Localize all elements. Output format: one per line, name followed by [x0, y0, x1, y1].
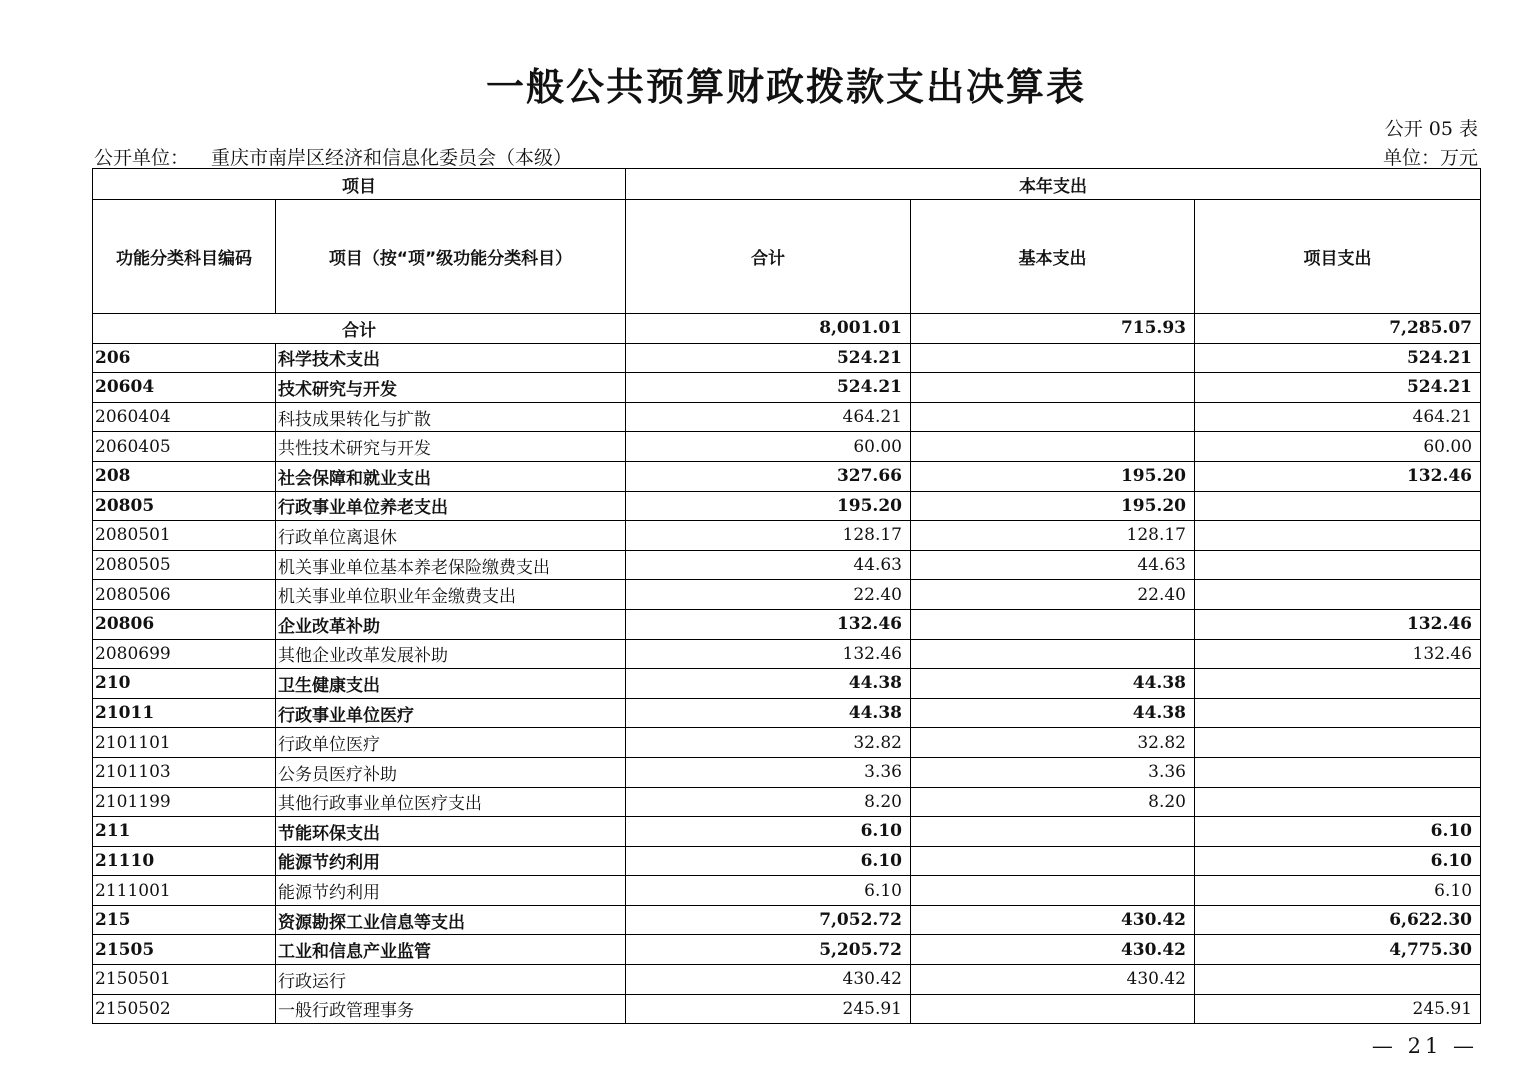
row-basic: 3.36	[911, 757, 1195, 787]
table-row	[93, 905, 1481, 935]
row-total: 128.17	[626, 521, 911, 551]
row-basic: 32.82	[911, 728, 1195, 758]
row-total: 3.36	[626, 757, 911, 787]
row-total: 430.42	[626, 965, 911, 995]
row-total: 6.10	[626, 876, 911, 906]
expenditure-table	[92, 168, 1481, 1024]
row-basic: 128.17	[911, 521, 1195, 551]
unit-name: 重庆市南岸区经济和信息化委员会（本级）	[211, 147, 573, 169]
row-basic: 44.38	[911, 698, 1195, 728]
row-name: 社会保障和就业支出	[276, 461, 626, 491]
row-project	[1195, 728, 1481, 758]
table-row	[93, 994, 1481, 1024]
row-name: 科学技术支出	[276, 343, 626, 373]
row-code: 21505	[93, 935, 276, 965]
row-basic: 8.20	[911, 787, 1195, 817]
row-code: 2150502	[93, 994, 276, 1024]
page-title: 一般公共预算财政拨款支出决算表	[485, 64, 1086, 109]
row-total: 44.38	[626, 698, 911, 728]
row-code: 20805	[93, 491, 276, 521]
row-project	[1195, 550, 1481, 580]
row-basic: 430.42	[911, 935, 1195, 965]
total-basic: 715.93	[911, 314, 1195, 344]
row-name: 行政事业单位医疗	[276, 698, 626, 728]
row-project	[1195, 491, 1481, 521]
row-total: 245.91	[626, 994, 911, 1024]
row-total: 22.40	[626, 580, 911, 610]
row-basic	[911, 402, 1195, 432]
header-code: 功能分类科目编码	[93, 200, 276, 314]
table-row	[93, 698, 1481, 728]
row-code: 208	[93, 461, 276, 491]
row-code: 2060404	[93, 402, 276, 432]
row-basic: 44.38	[911, 669, 1195, 699]
row-name: 能源节约利用	[276, 876, 626, 906]
row-name: 科技成果转化与扩散	[276, 402, 626, 432]
table-row	[93, 669, 1481, 699]
row-name: 机关事业单位基本养老保险缴费支出	[276, 550, 626, 580]
table-row	[93, 461, 1481, 491]
row-basic: 430.42	[911, 905, 1195, 935]
table-row	[93, 876, 1481, 906]
table-row	[93, 846, 1481, 876]
row-project: 6.10	[1195, 876, 1481, 906]
row-basic	[911, 609, 1195, 639]
row-basic: 430.42	[911, 965, 1195, 995]
row-code: 21011	[93, 698, 276, 728]
table-body	[93, 314, 1481, 1024]
row-name: 一般行政管理事务	[276, 994, 626, 1024]
total-amount: 8,001.01	[626, 314, 911, 344]
row-name: 行政运行	[276, 965, 626, 995]
row-name: 行政单位医疗	[276, 728, 626, 758]
row-code: 20604	[93, 373, 276, 403]
row-basic	[911, 373, 1195, 403]
table-row	[93, 935, 1481, 965]
row-basic: 22.40	[911, 580, 1195, 610]
row-basic	[911, 994, 1195, 1024]
row-basic	[911, 343, 1195, 373]
row-project	[1195, 521, 1481, 551]
row-name: 行政事业单位养老支出	[276, 491, 626, 521]
row-total: 60.00	[626, 432, 911, 462]
row-code: 2080506	[93, 580, 276, 610]
row-name: 工业和信息产业监管	[276, 935, 626, 965]
row-project: 524.21	[1195, 343, 1481, 373]
unit-label: 公开单位：	[94, 147, 190, 169]
row-code: 20806	[93, 609, 276, 639]
row-name: 企业改革补助	[276, 609, 626, 639]
header-row-2	[93, 200, 1481, 314]
row-project: 132.46	[1195, 609, 1481, 639]
row-code: 2101101	[93, 728, 276, 758]
row-project: 6.10	[1195, 817, 1481, 847]
reporting-unit	[94, 143, 572, 170]
row-total: 5,205.72	[626, 935, 911, 965]
row-code: 2101199	[93, 787, 276, 817]
row-project	[1195, 787, 1481, 817]
table-row	[93, 639, 1481, 669]
row-basic: 195.20	[911, 491, 1195, 521]
table-row	[93, 609, 1481, 639]
row-code: 21110	[93, 846, 276, 876]
row-name: 行政单位离退休	[276, 521, 626, 551]
row-name: 节能环保支出	[276, 817, 626, 847]
row-project	[1195, 757, 1481, 787]
table-row	[93, 580, 1481, 610]
row-total: 327.66	[626, 461, 911, 491]
row-total: 6.10	[626, 817, 911, 847]
row-basic	[911, 846, 1195, 876]
header-row-1	[93, 169, 1481, 200]
row-name: 公务员医疗补助	[276, 757, 626, 787]
row-basic: 195.20	[911, 461, 1195, 491]
total-label: 合计	[93, 314, 626, 344]
row-code: 210	[93, 669, 276, 699]
total-project: 7,285.07	[1195, 314, 1481, 344]
table-row	[93, 550, 1481, 580]
header-project: 项目	[93, 169, 626, 200]
row-name: 机关事业单位职业年金缴费支出	[276, 580, 626, 610]
row-code: 2060405	[93, 432, 276, 462]
header-item: 项目（按“项”级功能分类科目）	[276, 200, 626, 314]
row-project	[1195, 698, 1481, 728]
header-total: 合计	[626, 200, 911, 314]
row-code: 2080501	[93, 521, 276, 551]
row-project: 245.91	[1195, 994, 1481, 1024]
row-project: 464.21	[1195, 402, 1481, 432]
row-project	[1195, 965, 1481, 995]
table-row	[93, 402, 1481, 432]
row-name: 资源勘探工业信息等支出	[276, 905, 626, 935]
row-basic	[911, 817, 1195, 847]
row-total: 524.21	[626, 373, 911, 403]
row-total: 132.46	[626, 639, 911, 669]
table-row	[93, 728, 1481, 758]
row-code: 2080505	[93, 550, 276, 580]
table-row	[93, 373, 1481, 403]
table-row	[93, 817, 1481, 847]
form-number: 公开 05 表	[1384, 118, 1478, 140]
row-basic: 44.63	[911, 550, 1195, 580]
row-code: 206	[93, 343, 276, 373]
row-name: 其他行政事业单位医疗支出	[276, 787, 626, 817]
row-total: 44.63	[626, 550, 911, 580]
row-code: 2080699	[93, 639, 276, 669]
row-total: 132.46	[626, 609, 911, 639]
table-row	[93, 491, 1481, 521]
table-row	[93, 432, 1481, 462]
table-row	[93, 343, 1481, 373]
row-total: 6.10	[626, 846, 911, 876]
total-row	[93, 314, 1481, 344]
row-code: 2101103	[93, 757, 276, 787]
row-project	[1195, 580, 1481, 610]
row-basic	[911, 876, 1195, 906]
header-project-exp: 项目支出	[1195, 200, 1481, 314]
row-name: 共性技术研究与开发	[276, 432, 626, 462]
row-project: 6.10	[1195, 846, 1481, 876]
row-code: 215	[93, 905, 276, 935]
row-project: 4,775.30	[1195, 935, 1481, 965]
row-project: 524.21	[1195, 373, 1481, 403]
row-total: 7,052.72	[626, 905, 911, 935]
row-project	[1195, 669, 1481, 699]
row-name: 技术研究与开发	[276, 373, 626, 403]
header-current-year: 本年支出	[626, 169, 1481, 200]
row-name: 其他企业改革发展补助	[276, 639, 626, 669]
table-row	[93, 965, 1481, 995]
row-basic	[911, 639, 1195, 669]
row-code: 211	[93, 817, 276, 847]
row-project: 6,622.30	[1195, 905, 1481, 935]
row-total: 464.21	[626, 402, 911, 432]
table-row	[93, 757, 1481, 787]
row-project: 132.46	[1195, 639, 1481, 669]
row-total: 195.20	[626, 491, 911, 521]
header-basic: 基本支出	[911, 200, 1195, 314]
row-name: 卫生健康支出	[276, 669, 626, 699]
row-code: 2111001	[93, 876, 276, 906]
row-project: 60.00	[1195, 432, 1481, 462]
row-project: 132.46	[1195, 461, 1481, 491]
row-total: 32.82	[626, 728, 911, 758]
row-total: 524.21	[626, 343, 911, 373]
row-code: 2150501	[93, 965, 276, 995]
currency-unit: 单位：万元	[1382, 147, 1478, 169]
row-basic	[911, 432, 1195, 462]
table-row	[93, 787, 1481, 817]
row-name: 能源节约利用	[276, 846, 626, 876]
row-total: 8.20	[626, 787, 911, 817]
row-total: 44.38	[626, 669, 911, 699]
page-number: — 21 —	[1371, 1034, 1478, 1058]
table-row	[93, 521, 1481, 551]
